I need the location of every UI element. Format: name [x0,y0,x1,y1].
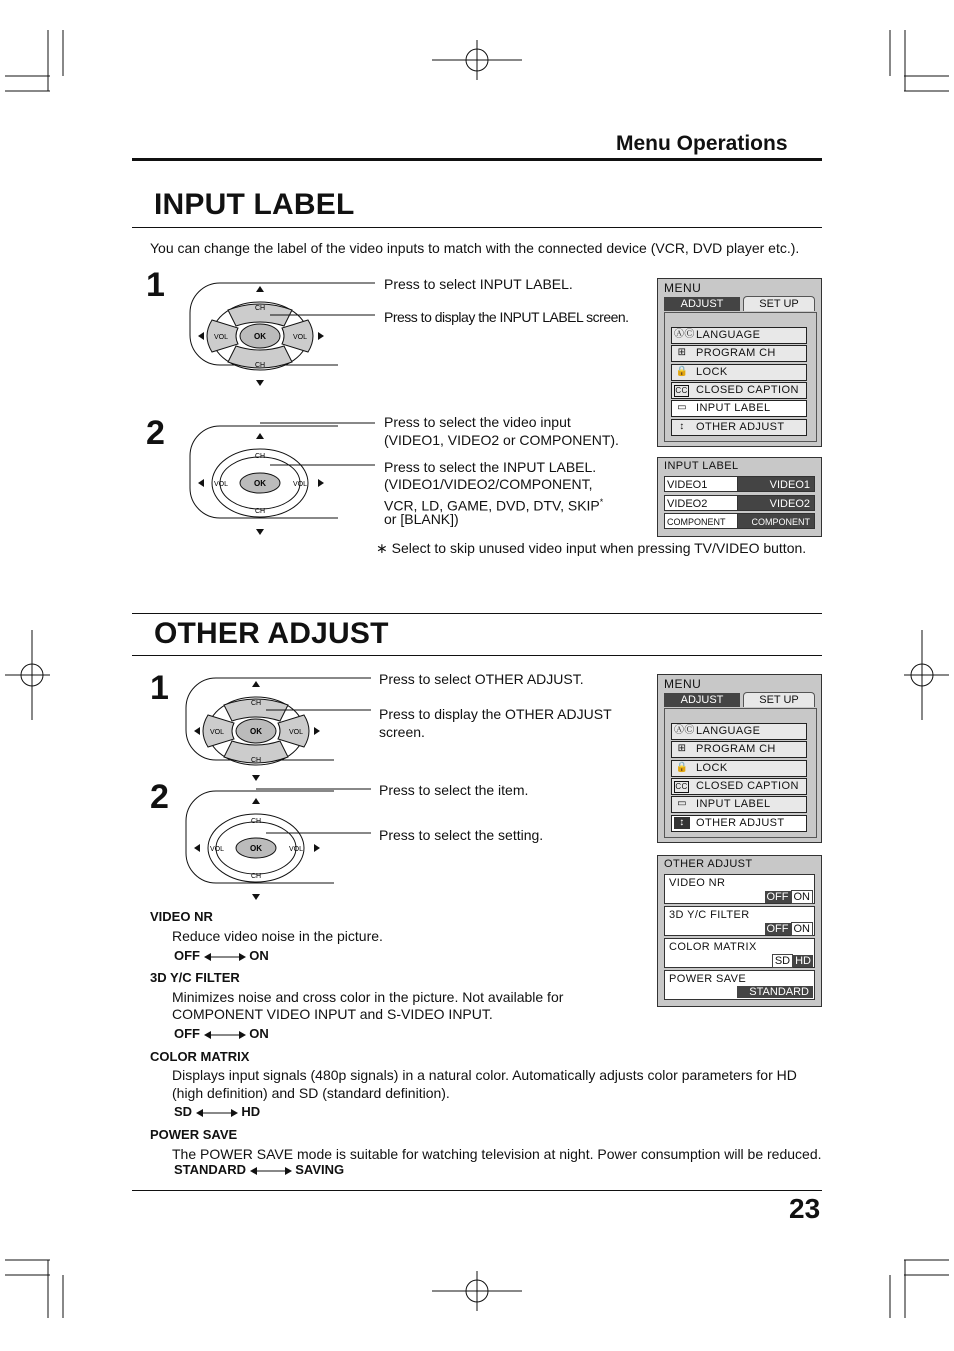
step-text: screen. [379,724,425,740]
input-label-value: COMPONENT [737,513,815,529]
menu-item-lock[interactable] [671,760,807,777]
input-name: VIDEO1 [664,476,742,492]
svg-text:VOL: VOL [292,334,308,341]
svg-text:OK: OK [250,844,262,853]
language-icon: ⒶⒸ [674,725,695,736]
setting-video-nr[interactable] [664,874,815,904]
input-label-screen [657,457,822,537]
option-range [174,1026,269,1041]
option-off[interactable]: OFF [766,923,789,935]
setting-name: VIDEO NR [669,877,726,889]
step-text: or [BLANK]) [384,511,459,527]
option-range [174,948,269,963]
svg-text:CH: CH [254,305,266,312]
step-text: Press to select the video input [384,414,571,430]
svg-text:CH: CH [250,873,262,880]
other-adjust-screen-title: OTHER ADJUST [664,858,753,870]
menu-item-input-label[interactable] [671,400,807,417]
menu-screen [657,674,822,843]
step-text: Press to select the INPUT LABEL. [384,459,597,475]
menu-item-label: PROGRAM CH [696,347,776,359]
svg-text:VOL: VOL [292,481,308,488]
svg-text:VOL: VOL [209,729,225,736]
desc-heading: POWER SAVE [150,1127,238,1142]
svg-text:CH: CH [250,700,262,707]
program-channel-icon: ⊞ [677,347,687,358]
menu-list [664,312,817,442]
other-adjust-screen [657,855,822,1007]
double-arrow-icon [196,1108,238,1118]
svg-text:VOL: VOL [213,481,229,488]
skip-list: VCR, LD, GAME, DVD, DTV, SKIP [384,497,600,514]
svg-text:CH: CH [250,757,262,764]
step-text: (VIDEO1/VIDEO2/COMPONENT, [384,476,593,492]
other-adjust-icon: ↕ [679,421,685,432]
setting-name: 3D Y/C FILTER [669,909,750,921]
menu-title: MENU [664,281,702,295]
double-arrow-icon [250,1166,292,1176]
menu-screen [657,278,822,447]
step-text: Press to select OTHER ADJUST. [379,671,584,687]
menu-item-label: CLOSED CAPTION [696,780,799,792]
menu-item-label: INPUT LABEL [696,798,771,810]
step-text: Press to select the setting. [379,827,544,843]
header-rule [132,158,822,161]
menu-item-closed-caption[interactable] [671,778,807,795]
footnote: ∗ Select to skip unused video input when pressing TV/VIDEO button. [376,540,807,556]
step-text: Press to display the OTHER ADJUST [379,706,612,722]
input-label-title: INPUT LABEL [154,188,355,221]
option-b: ON [249,1026,269,1041]
menu-item-lock[interactable] [671,364,807,381]
lock-icon: 🔒 [675,762,689,773]
section-header: Menu Operations [616,132,788,155]
section-rule [132,613,822,614]
callout-lines [250,415,385,470]
tab-adjust[interactable]: ADJUST [664,297,740,311]
page-number: 23 [789,1193,821,1224]
setting-name: POWER SAVE [669,973,747,985]
option-a: OFF [174,1026,200,1041]
menu-item-label: LOCK [696,366,728,378]
closed-caption-icon: CC [675,386,688,395]
other-adjust-icon: ↕ [674,817,690,829]
other-adjust-title: OTHER ADJUST [154,617,389,650]
svg-text:OK: OK [254,479,266,488]
input-label-row[interactable] [664,476,815,492]
input-label-value: VIDEO1 [737,476,815,492]
input-label-icon: ▭ [677,798,687,809]
callout-lines [250,280,385,340]
input-name: COMPONENT [664,513,742,529]
step-number: 1 [146,266,165,304]
svg-text:VOL: VOL [209,846,225,853]
option-on[interactable]: ON [791,922,814,936]
tab-setup[interactable]: SET UP [743,296,815,311]
option-b: HD [241,1104,261,1119]
menu-item-program-ch[interactable] [671,345,807,362]
program-channel-icon: ⊞ [677,743,687,754]
double-arrow-icon [204,1030,246,1040]
desc-heading: 3D Y/C FILTER [150,970,240,985]
menu-item-other-adjust[interactable] [671,419,807,436]
setting-3d-yc-filter[interactable] [664,906,815,936]
option-standard[interactable]: STANDARD [737,986,813,998]
option-off[interactable]: OFF [766,891,789,903]
menu-item-label: LOCK [696,762,728,774]
menu-title: MENU [664,677,702,691]
input-name: VIDEO2 [664,495,742,511]
language-icon: ⒶⒸ [674,329,695,340]
desc-heading: COLOR MATRIX [150,1049,250,1064]
step-text: (VIDEO1, VIDEO2 or COMPONENT). [384,432,619,448]
menu-item-language[interactable] [671,327,807,344]
svg-text:OK: OK [250,727,262,736]
double-arrow-icon [204,952,246,962]
svg-text:CH: CH [250,818,262,825]
desc-body: Displays input signals (480p signals) in a natural color. Automatically adjusts color parameters for HD [172,1067,797,1083]
step-text: Press to select INPUT LABEL. [384,276,573,292]
menu-item-closed-caption[interactable] [671,382,807,399]
menu-item-label: OTHER ADJUST [696,817,785,829]
footer-rule [132,1190,822,1191]
menu-item-label: LANGUAGE [696,725,761,737]
menu-item-other-adjust[interactable] [671,815,807,832]
svg-text:VOL: VOL [288,846,304,853]
menu-list [664,708,817,838]
menu-item-label: PROGRAM CH [696,743,776,755]
tab-adjust[interactable]: ADJUST [664,693,740,707]
input-label-value: VIDEO2 [737,495,815,511]
svg-text:VOL: VOL [213,334,229,341]
callout-lines [246,675,381,715]
svg-text:OK: OK [254,332,266,341]
option-range [174,1162,344,1177]
option-a: OFF [174,948,200,963]
option-on[interactable]: ON [791,890,814,904]
footnote-star: * [599,497,604,507]
svg-text:CH: CH [254,453,266,460]
option-b: ON [249,948,269,963]
menu-item-label: OTHER ADJUST [696,421,785,433]
menu-item-input-label[interactable] [671,796,807,813]
svg-text:CH: CH [254,508,266,515]
menu-item-program-ch[interactable] [671,741,807,758]
callout-lines [246,785,381,840]
title-rule [132,227,822,228]
step-number: 2 [150,778,169,816]
svg-text:CH: CH [254,362,266,369]
input-label-screen-title: INPUT LABEL [664,460,739,472]
setting-name: COLOR MATRIX [669,941,757,953]
desc-heading: VIDEO NR [150,909,213,924]
title-rule [132,655,822,656]
input-label-intro: You can change the label of the video inputs to match with the connected device (VCR, DVD player etc.). [150,240,800,256]
step-number: 2 [146,414,165,452]
closed-caption-icon: CC [675,782,688,791]
step-text: Press to select the item. [379,782,529,798]
step-text: Press to display the INPUT LABEL screen. [384,309,629,325]
input-label-row[interactable] [664,495,815,511]
menu-item-language[interactable] [671,723,807,740]
setting-color-matrix[interactable] [664,938,815,968]
option-a: STANDARD [174,1162,246,1177]
option-a: SD [174,1104,193,1119]
desc-body: COMPONENT VIDEO INPUT and S-VIDEO INPUT. [172,1006,493,1022]
desc-body: (high definition) and SD (standard definition). [172,1085,450,1101]
option-sd[interactable]: SD [772,954,793,968]
tab-setup[interactable]: SET UP [743,692,815,707]
desc-body: The POWER SAVE mode is suitable for watching television at night. Power consumption will be reduced. [172,1146,822,1162]
desc-body: Reduce video noise in the picture. [172,928,383,944]
option-range [174,1104,260,1119]
menu-item-label: LANGUAGE [696,329,761,341]
setting-power-save[interactable] [664,970,815,1000]
step-number: 1 [150,669,169,707]
option-b: SAVING [295,1162,345,1177]
input-label-row[interactable] [664,513,815,529]
lock-icon: 🔒 [675,366,689,377]
input-label-icon: ▭ [677,402,687,413]
svg-text:VOL: VOL [288,729,304,736]
desc-body: Minimizes noise and cross color in the picture. Not available for [172,989,564,1005]
menu-item-label: INPUT LABEL [696,402,771,414]
menu-item-label: CLOSED CAPTION [696,384,799,396]
option-hd[interactable]: HD [795,955,811,967]
